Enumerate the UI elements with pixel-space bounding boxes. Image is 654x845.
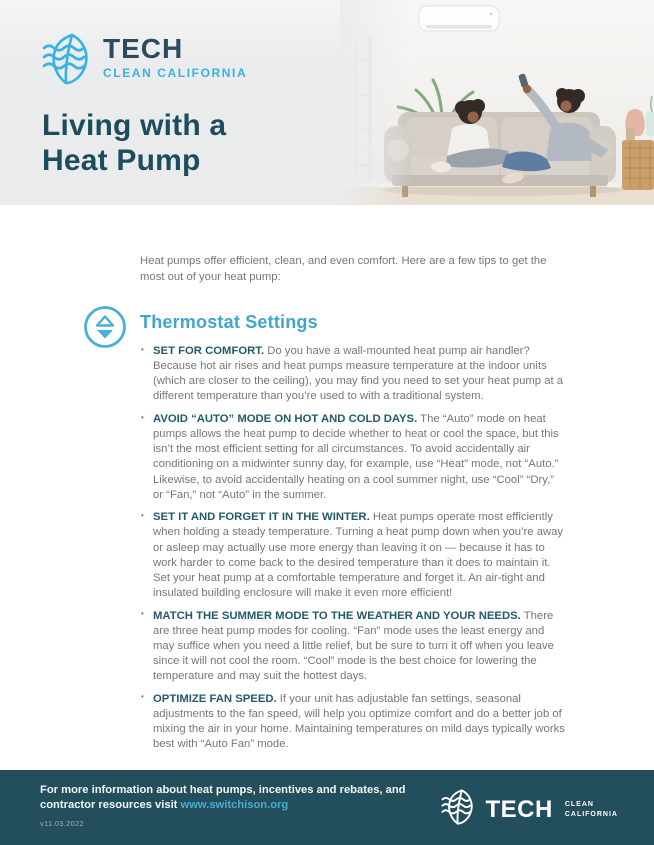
list-item [140, 609, 566, 685]
page-title-line1: Living with a [42, 109, 227, 142]
header-band [0, 0, 654, 205]
brand-subtitle-line1: CLEAN [564, 801, 594, 809]
thermostat-settings-section [140, 312, 566, 752]
list-item [140, 412, 566, 503]
tip-text: The “Auto” mode on heat pumps allows the heat pump to decide whether to heat or cool the space, but this isn’t the most efficient setting for all circumstances. To avoid accidentally air conditioning on a midwinter sunny day, for example, use “Heat” mode, not “Auto.” Likewise, to avoid accidentally heating on a cool summer night, use “Cool” “Dry,” or “Fan,” not “Auto” in the summer. [153, 413, 559, 501]
tip-lead: AVOID “AUTO” MODE ON HOT AND COLD DAYS. [153, 413, 418, 426]
tip-text: Heat pumps operate most efficiently when holding a steady temperature. Turning a heat pump down when you’re away or asleep may actually use more energy than leaving it on — because it has to work harder to come back to the desired temperature than it does to maintain it. Set your heat pump at a comfortable temperature and forget it. An air-tight and insulated building enclosure will make it even more efficient! [153, 511, 564, 599]
hero-photo [340, 0, 654, 205]
footer-info-text: For more information about heat pumps, incentives and rebates, and contractor resources visit [40, 784, 406, 812]
footer-info [40, 783, 412, 814]
leaf-waves-icon [42, 32, 94, 86]
leaf-waves-icon [441, 788, 477, 831]
version-label: v11.03.2022 [40, 819, 85, 828]
thermostat-up-down-icon [82, 304, 128, 355]
footer-brand-logo [441, 788, 618, 831]
list-item [140, 510, 566, 601]
brand-subtitle-line2: CALIFORNIA [564, 810, 618, 818]
brand-wordmark [103, 32, 247, 80]
page-title [42, 108, 226, 179]
tip-lead: OPTIMIZE FAN SPEED. [153, 692, 277, 705]
tip-lead: MATCH THE SUMMER MODE TO THE WEATHER AND YOUR NEEDS. [153, 609, 521, 622]
tip-text: If your unit has adjustable fan settings, seasonal adjustments to the fan speed, will help you optimize comfort and do a better job of mixing the air in your home. Maintaining temperatures on mild days typically works best with “Auto Fan” mode. [153, 692, 565, 751]
body-content [0, 205, 654, 770]
brand-name: TECH [103, 33, 184, 64]
brand-subtitle: CLEAN CALIFORNIA [103, 66, 248, 80]
tip-lead: SET FOR COMFORT. [153, 345, 265, 358]
tip-lead: SET IT AND FORGET IT IN THE WINTER. [153, 511, 370, 524]
hero-photo-illustration [340, 0, 654, 205]
intro-paragraph: Heat pumps offer efficient, clean, and even comfort. Here are a few tips to get the most out of your heat pump: [140, 255, 547, 284]
brand-subtitle-stacked [565, 800, 618, 819]
switchison-link[interactable]: www.switchison.org [180, 799, 289, 812]
list-item [140, 344, 566, 405]
tip-text: There are three heat pump modes for cooling. “Fan” mode uses the least energy and may suffice when you need a little relief, but be sure to turn it off when you leave since it will not cool the room. “Cool” mode is the best choice for lowering the temperature and may suit the hottest days. [153, 609, 554, 683]
tip-text: Do you have a wall-mounted heat pump air handler? Because hot air rises and heat pumps measure temperature at the indoor units (which are closer to the ceiling), you may find you need to set your heat pump at a different temperature than you’re used to with a traditional system. [153, 345, 564, 403]
footer-band [0, 770, 654, 845]
page-title-line2: Heat Pump [42, 144, 201, 178]
tips-list [140, 344, 566, 752]
brand-logo [42, 32, 247, 86]
brand-name: TECH [485, 795, 553, 823]
section-heading: Thermostat Settings [140, 312, 318, 333]
wall-heat-pump-unit [419, 6, 499, 31]
list-item [140, 692, 566, 753]
